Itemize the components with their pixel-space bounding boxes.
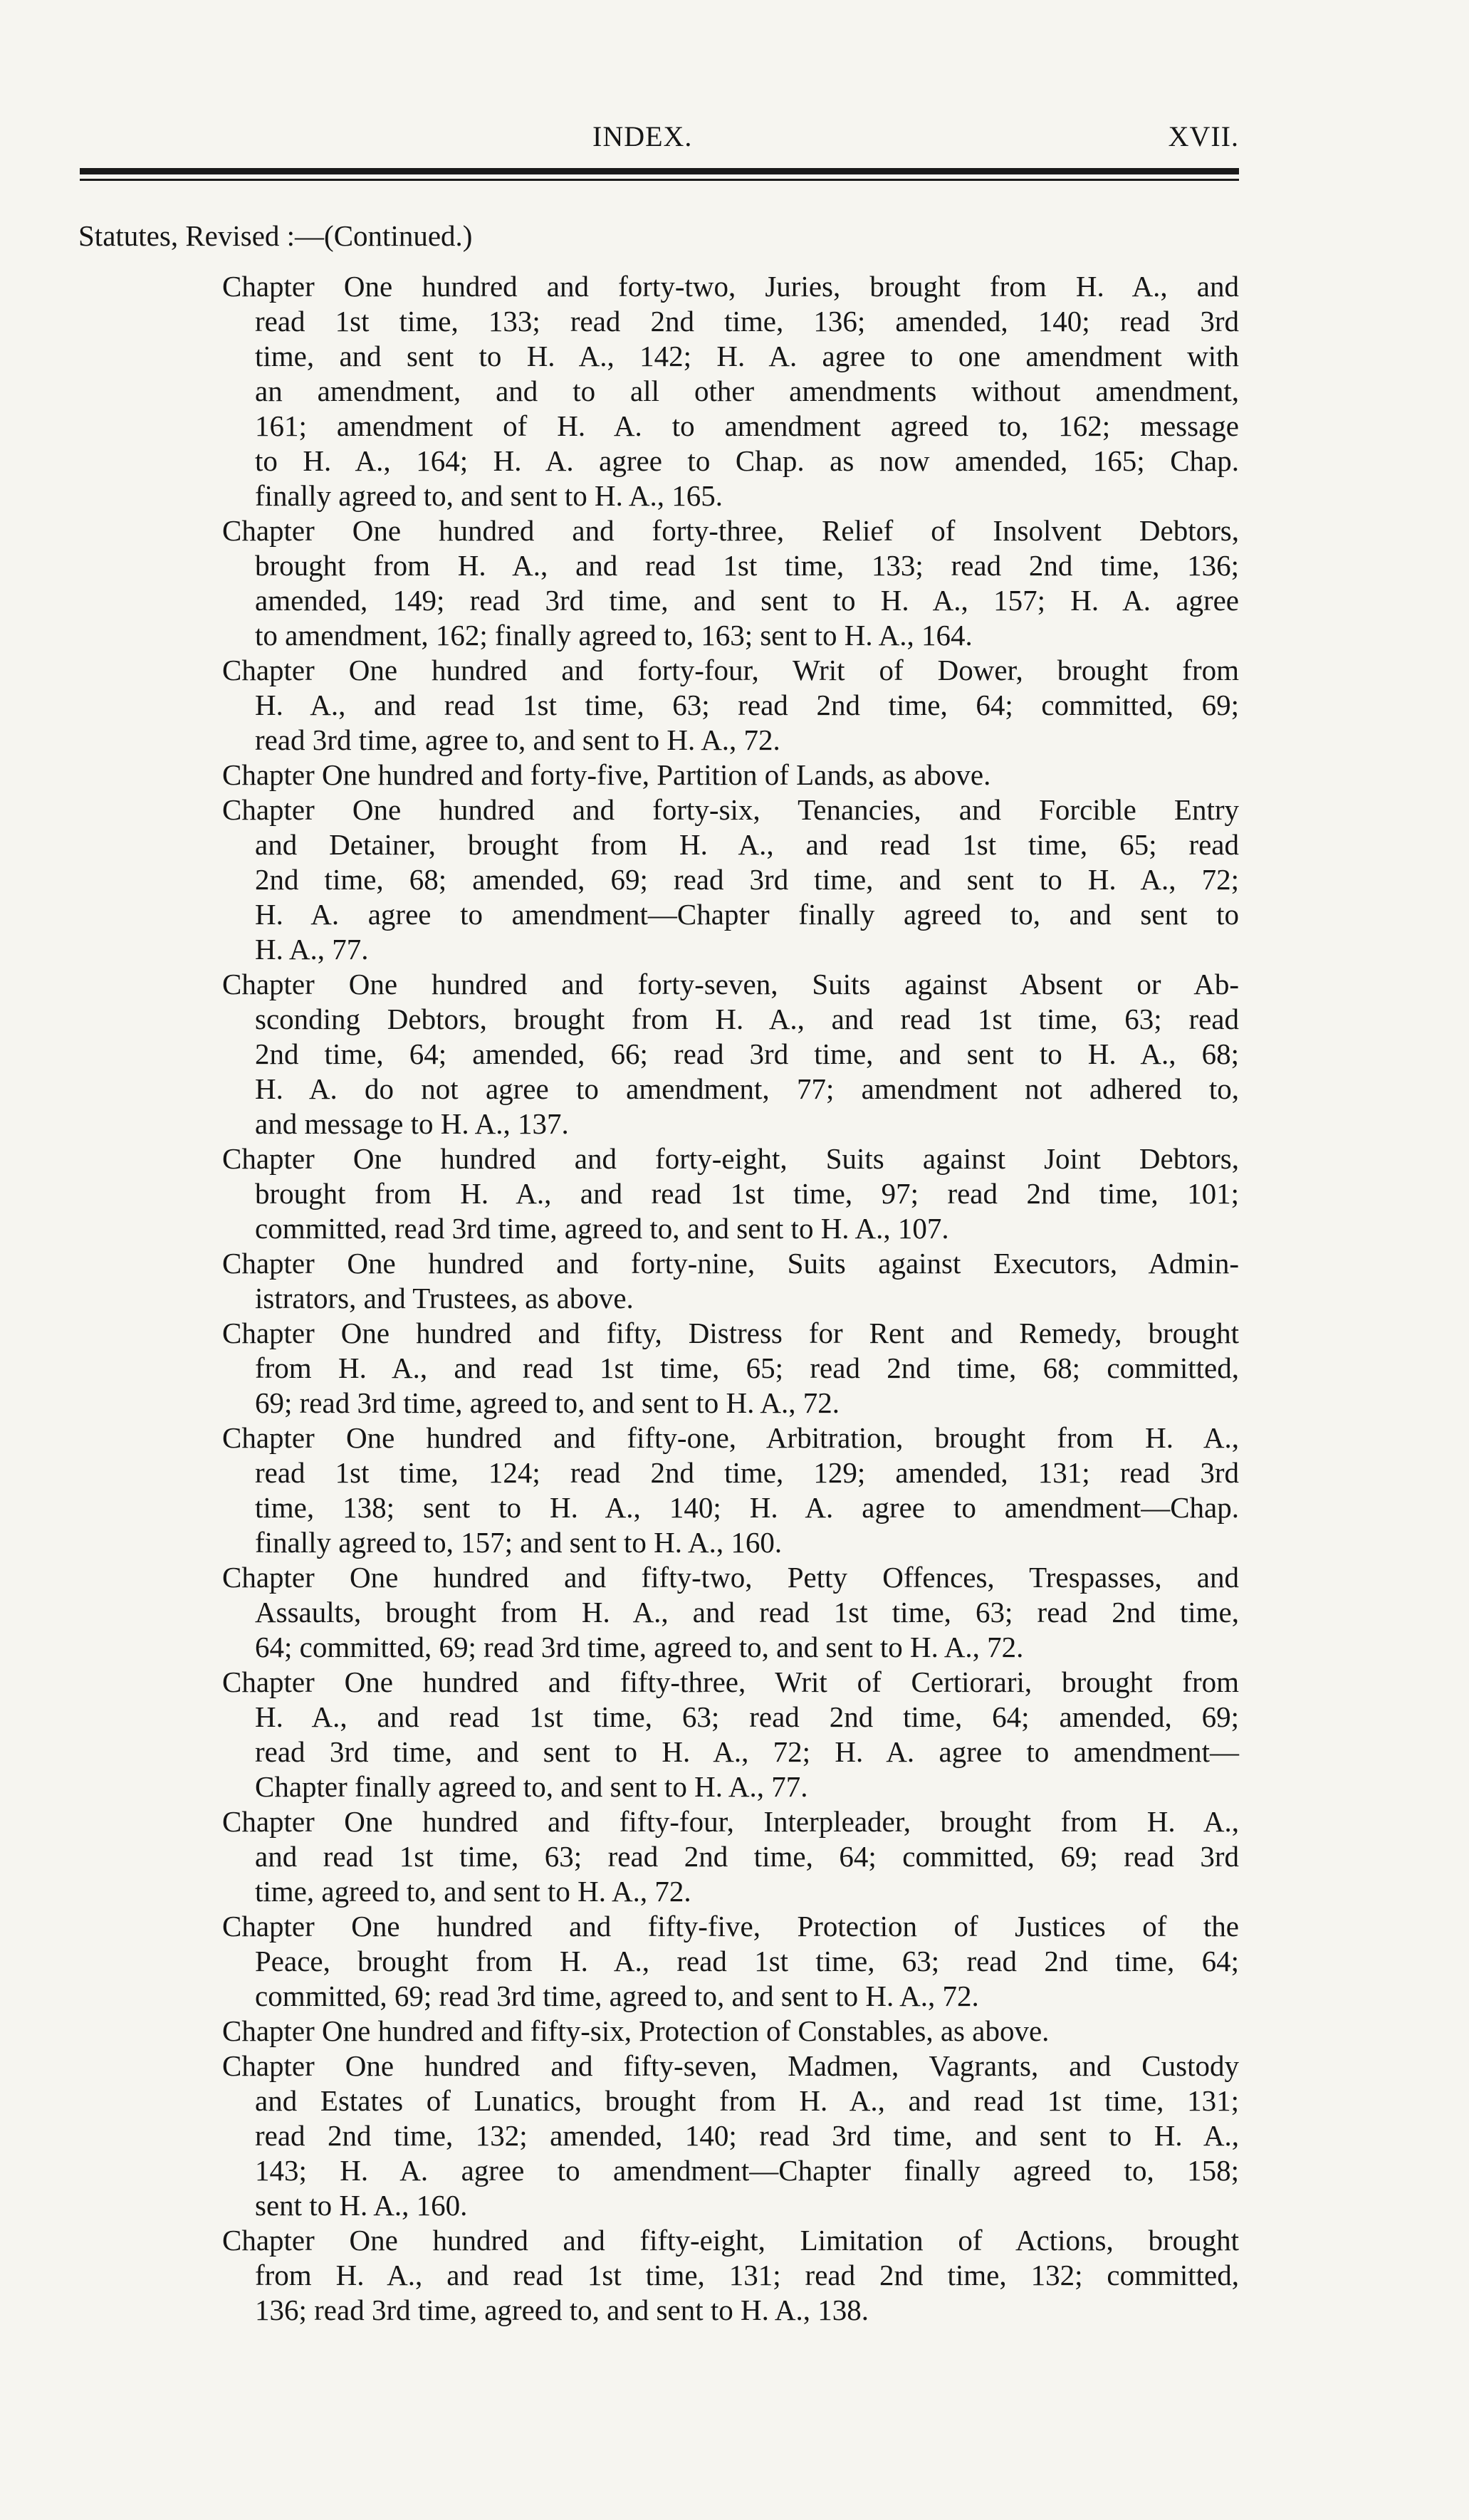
index-entry-line: Chapter One hundred and fifty-seven, Madmen, Vagrants, and Custody (222, 2049, 1239, 2082)
index-entry-line: and message to H. A., 137. (255, 1107, 569, 1140)
index-entry-line: read 1st time, 133; read 2nd time, 136; amended, 140; read 3rd (255, 305, 1239, 338)
index-entry-line: 161; amendment of H. A. to amendment agreed to, 162; message (255, 409, 1239, 442)
index-entry (222, 1421, 1239, 1560)
index-entry-line: H. A., and read 1st time, 63; read 2nd time, 64; committed, 69; (255, 689, 1239, 721)
index-entry-line: time, agreed to, and sent to H. A., 72. (255, 1875, 691, 1908)
index-entry-line: Chapter One hundred and forty-three, Relief of Insolvent Debtors, (222, 514, 1239, 547)
index-entry-line: Chapter One hundred and forty-seven, Suits against Absent or Ab- (222, 968, 1239, 1000)
index-entry-line: read 3rd time, agree to, and sent to H. A., 72. (255, 723, 780, 756)
index-entry-line: Peace, brought from H. A., read 1st time, 63; read 2nd time, 64; (255, 1945, 1239, 1977)
index-entry-line: brought from H. A., and read 1st time, 133; read 2nd time, 136; (255, 549, 1239, 582)
index-entry-line: Chapter One hundred and fifty-four, Interpleader, brought from H. A., (222, 1805, 1239, 1838)
index-entry (222, 2049, 1239, 2223)
index-entry-line: time, and sent to H. A., 142; H. A. agree to one amendment with (255, 340, 1239, 372)
index-entry-line: finally agreed to, and sent to H. A., 165. (255, 479, 723, 512)
index-entry-line: 2nd time, 68; amended, 69; read 3rd time, and sent to H. A., 72; (255, 863, 1239, 896)
index-entry-line: Chapter finally agreed to, and sent to H. A., 77. (255, 1770, 808, 1803)
index-entry (222, 269, 1239, 513)
index-entry (222, 1804, 1239, 1909)
index-entry-line: Chapter One hundred and forty-five, Partition of Lands, as above. (222, 758, 991, 791)
index-entry-line: from H. A., and read 1st time, 65; read 2nd time, 68; committed, (255, 1352, 1239, 1384)
index-entry-line: amended, 149; read 3rd time, and sent to H. A., 157; H. A. agree (255, 584, 1239, 617)
index-entry-line: Chapter One hundred and fifty-five, Protection of Justices of the (222, 1910, 1239, 1943)
section-heading: Statutes, Revised :—(Continued.) (78, 219, 473, 252)
index-entries (222, 269, 1239, 2328)
index-entry (222, 1909, 1239, 2014)
index-entry-line: Chapter One hundred and forty-nine, Suits against Executors, Admin- (222, 1247, 1239, 1280)
index-entry-line: Chapter One hundred and forty-two, Juries, brought from H. A., and (222, 270, 1239, 303)
index-entry-line: Chapter One hundred and fifty, Distress for Rent and Remedy, brought (222, 1317, 1239, 1349)
index-entry-line: sent to H. A., 160. (255, 2189, 468, 2222)
index-entry-line: 143; H. A. agree to amendment—Chapter finally agreed to, 158; (255, 2154, 1239, 2187)
index-entry-line: Chapter One hundred and fifty-six, Protection of Constables, as above. (222, 2014, 1050, 2047)
index-entry-line: istrators, and Trustees, as above. (255, 1282, 634, 1314)
index-entry (222, 793, 1239, 967)
page-header (80, 120, 1239, 162)
index-entry (222, 1141, 1239, 1246)
index-entry-line: read 3rd time, and sent to H. A., 72; H. A. agree to amendment— (255, 1735, 1239, 1768)
page-title: INDEX. (592, 120, 693, 152)
index-entry-line: Chapter One hundred and forty-four, Writ of Dower, brought from (222, 654, 1239, 686)
header-rule-thick (80, 168, 1239, 174)
index-entry-line: Chapter One hundred and fifty-three, Writ of Certiorari, brought from (222, 1666, 1239, 1698)
index-entry (222, 967, 1239, 1141)
index-entry-line: sconding Debtors, brought from H. A., and read 1st time, 63; read (255, 1003, 1239, 1035)
index-entry (222, 2223, 1239, 2328)
header-rule-thin (80, 179, 1239, 181)
index-entry (222, 1246, 1239, 1316)
page-number: XVII. (1168, 120, 1239, 152)
index-entry-line: from H. A., and read 1st time, 131; read 2nd time, 132; committed, (255, 2259, 1239, 2291)
index-entry-line: 136; read 3rd time, agreed to, and sent to H. A., 138. (255, 2294, 869, 2326)
index-entry-line: H. A., 77. (255, 933, 369, 966)
index-entry-line: to amendment, 162; finally agreed to, 163; sent to H. A., 164. (255, 619, 973, 652)
index-entry-line: brought from H. A., and read 1st time, 97; read 2nd time, 101; (255, 1177, 1239, 1210)
index-entry (222, 2014, 1239, 2049)
index-entry-line: H. A. agree to amendment—Chapter finally agreed to, and sent to (255, 898, 1239, 931)
index-entry-line: 2nd time, 64; amended, 66; read 3rd time, and sent to H. A., 68; (255, 1037, 1239, 1070)
index-entry-line: committed, read 3rd time, agreed to, and sent to H. A., 107. (255, 1212, 949, 1245)
index-entry-line: Chapter One hundred and forty-six, Tenancies, and Forcible Entry (222, 793, 1239, 826)
index-entry-line: 64; committed, 69; read 3rd time, agreed to, and sent to H. A., 72. (255, 1631, 1024, 1663)
index-entry-line: H. A. do not agree to amendment, 77; amendment not adhered to, (255, 1072, 1239, 1105)
index-entry-line: Chapter One hundred and forty-eight, Suits against Joint Debtors, (222, 1142, 1239, 1175)
index-entry (222, 513, 1239, 653)
index-entry (222, 1665, 1239, 1804)
index-entry-line: read 2nd time, 132; amended, 140; read 3rd time, and sent to H. A., (255, 2119, 1239, 2152)
index-entry-line: Assaults, brought from H. A., and read 1st time, 63; read 2nd time, (255, 1596, 1239, 1628)
index-entry-line: an amendment, and to all other amendments without amendment, (255, 375, 1239, 407)
index-entry-line: Chapter One hundred and fifty-eight, Limitation of Actions, brought (222, 2224, 1239, 2257)
index-entry-line: H. A., and read 1st time, 63; read 2nd time, 64; amended, 69; (255, 1700, 1239, 1733)
index-entry (222, 653, 1239, 758)
index-entry (222, 1560, 1239, 1665)
index-entry-line: and Detainer, brought from H. A., and read 1st time, 65; read (255, 828, 1239, 861)
index-entry-line: committed, 69; read 3rd time, agreed to, and sent to H. A., 72. (255, 1980, 979, 2012)
index-entry-line: Chapter One hundred and fifty-two, Petty Offences, Trespasses, and (222, 1561, 1239, 1594)
index-entry-line: finally agreed to, 157; and sent to H. A., 160. (255, 1526, 783, 1559)
index-entry-line: to H. A., 164; H. A. agree to Chap. as now amended, 165; Chap. (255, 444, 1239, 477)
index-entry-line: time, 138; sent to H. A., 140; H. A. agree to amendment—Chap. (255, 1491, 1239, 1524)
index-entry-line: and Estates of Lunatics, brought from H. A., and read 1st time, 131; (255, 2084, 1239, 2117)
index-entry-line: and read 1st time, 63; read 2nd time, 64; committed, 69; read 3rd (255, 1840, 1239, 1873)
index-entry-line: Chapter One hundred and fifty-one, Arbitration, brought from H. A., (222, 1421, 1239, 1454)
index-entry-line: read 1st time, 124; read 2nd time, 129; amended, 131; read 3rd (255, 1456, 1239, 1489)
index-entry-line: 69; read 3rd time, agreed to, and sent to H. A., 72. (255, 1386, 840, 1419)
index-entry (222, 1316, 1239, 1421)
index-entry (222, 758, 1239, 793)
